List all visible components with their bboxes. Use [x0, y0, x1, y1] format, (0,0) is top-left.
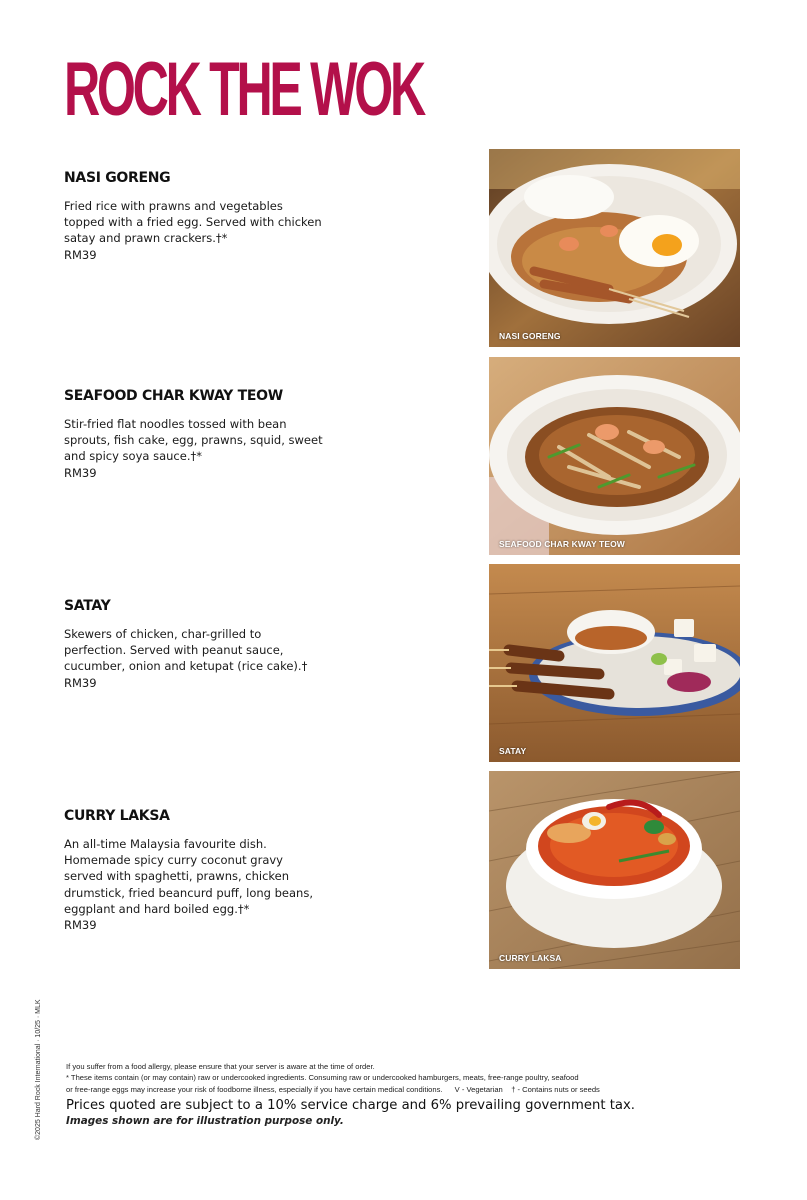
- dietary-legend: V - Vegetarian † - Contains nuts or seeds: [454, 1084, 600, 1094]
- photo-caption: SEAFOOD CHAR KWAY TEOW: [499, 539, 625, 549]
- curry-laksa-photo: [489, 771, 740, 969]
- raw-ingredients-note-line2: or free-range eggs may increase your risk of foodborne illness, especially if you have certain medical conditions.: [66, 1084, 443, 1094]
- menu-item-satay: [64, 598, 324, 691]
- photo-caption: CURRY LAKSA: [499, 953, 562, 963]
- item-description: Stir-fried flat noodles tossed with bean sprouts, fish cake, egg, prawns, squid, sweet and spicy soya sauce.†*: [64, 417, 323, 464]
- service-charge-note: Prices quoted are subject to a 10% service charge and 6% prevailing government tax.: [66, 1097, 635, 1113]
- menu-item-nasi-goreng: [64, 170, 324, 263]
- item-description: Skewers of chicken, char-grilled to perfection. Served with peanut sauce, cucumber, onion and ketupat (rice cake).†: [64, 627, 308, 674]
- nasi-goreng-photo: [489, 149, 740, 347]
- menu-item-curry-laksa: [64, 808, 324, 933]
- item-description: Fried rice with prawns and vegetables topped with a fried egg. Served with chicken satay and prawn crackers.†*: [64, 199, 322, 246]
- item-name: SEAFOOD CHAR KWAY TEOW: [64, 388, 283, 404]
- item-name: NASI GORENG: [64, 170, 171, 186]
- allergy-note: If you suffer from a food allergy, please ensure that your server is aware at the time of order.: [66, 1062, 375, 1071]
- footer: [66, 1061, 756, 1127]
- satay-photo: [489, 564, 740, 762]
- item-price: RM39: [64, 247, 97, 262]
- item-description: An all-time Malaysia favourite dish. Homemade spicy curry coconut gravy served with spaghetti, prawns, chicken drumstick, fried beancurd puff, long beans, eggplant and hard boiled egg.†*: [64, 837, 313, 916]
- menu-title: ROCK THE WOK: [64, 47, 423, 132]
- item-price: RM39: [64, 465, 97, 480]
- raw-ingredients-note-continued: [66, 1084, 756, 1095]
- item-price: RM39: [64, 675, 97, 690]
- photo-caption: SATAY: [499, 746, 527, 756]
- char-kway-teow-photo: [489, 357, 740, 555]
- item-name: SATAY: [64, 598, 111, 614]
- menu-item-char-kway-teow: [64, 388, 324, 481]
- images-disclaimer: Images shown are for illustration purpose only.: [66, 1114, 344, 1127]
- item-price: RM39: [64, 918, 97, 933]
- photo-caption: NASI GORENG: [499, 331, 561, 341]
- item-name: CURRY LAKSA: [64, 808, 170, 824]
- raw-ingredients-note: * These items contain (or may contain) raw or undercooked ingredients. Consuming raw or undercooked hamburgers, meats, free-range poultry, seafood: [66, 1073, 579, 1083]
- copyright-note: ©2025 Hard Rock International · 10/25 · MLK: [35, 999, 42, 1140]
